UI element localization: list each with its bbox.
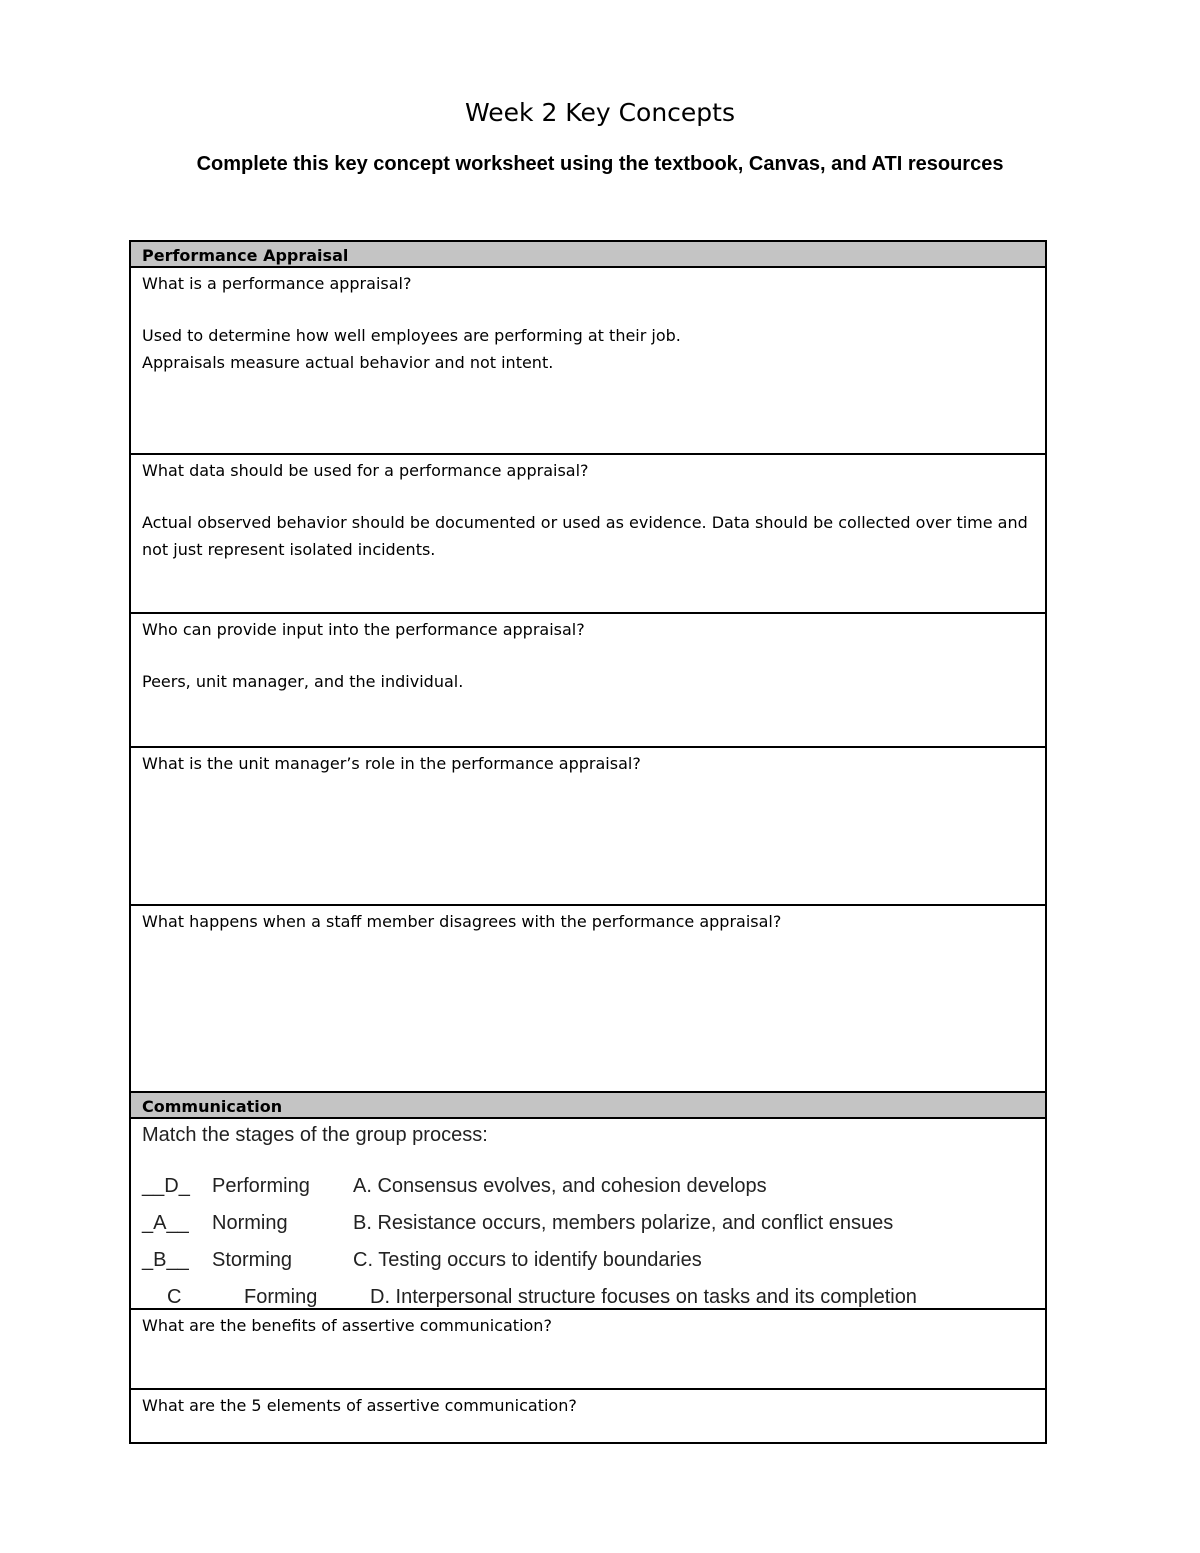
question-text: What are the benefits of assertive communication? <box>142 1316 552 1335</box>
page-subtitle: Complete this key concept worksheet using the textbook, Canvas, and ATI resources <box>196 153 1004 175</box>
section-header-performance-appraisal: Performance Appraisal <box>131 242 1045 268</box>
question-cell[interactable] <box>131 906 1045 1093</box>
match-answer-blank[interactable]: _A__ <box>142 1212 189 1234</box>
answer-line: Used to determine how well employees are performing at their job. <box>142 326 681 345</box>
question-cell[interactable] <box>131 268 1045 455</box>
match-description: C. Testing occurs to identify boundaries <box>353 1249 702 1271</box>
page-title: Week 2 Key Concepts <box>465 98 735 127</box>
answer-text <box>142 509 1034 563</box>
answer-text <box>142 668 1034 695</box>
match-description: B. Resistance occurs, members polarize, and conflict ensues <box>353 1212 894 1234</box>
question-text: What happens when a staff member disagrees with the performance appraisal? <box>142 912 782 931</box>
match-description: D. Interpersonal structure focuses on tasks and its completion <box>370 1286 917 1308</box>
answer-text <box>142 322 1034 376</box>
question-text: What data should be used for a performance appraisal? <box>142 461 589 480</box>
answer-line: Peers, unit manager, and the individual. <box>142 672 464 691</box>
match-prompt: Match the stages of the group process: <box>142 1124 488 1146</box>
match-stage: Forming <box>244 1286 318 1308</box>
question-cell[interactable] <box>131 1390 1045 1442</box>
match-stage: Storming <box>212 1249 293 1271</box>
match-row <box>142 1248 1034 1285</box>
answer-line: Appraisals measure actual behavior and not intent. <box>142 353 554 372</box>
question-text: What is the unit manager’s role in the performance appraisal? <box>142 754 641 773</box>
section-header-communication: Communication <box>131 1093 1045 1119</box>
question-text: Who can provide input into the performance appraisal? <box>142 620 585 639</box>
match-row <box>142 1174 1034 1211</box>
match-answer-blank[interactable]: _B__ <box>142 1249 189 1271</box>
question-cell[interactable] <box>131 455 1045 614</box>
match-description: A. Consensus evolves, and cohesion develops <box>353 1175 767 1197</box>
question-text: What is a performance appraisal? <box>142 274 412 293</box>
match-answer-blank[interactable] <box>142 1285 227 1310</box>
match-list <box>142 1174 1034 1310</box>
match-answer-blank[interactable]: __D_ <box>142 1175 190 1197</box>
match-stage: Performing <box>212 1175 310 1197</box>
worksheet-table <box>129 240 1047 1444</box>
question-text: What are the 5 elements of assertive communication? <box>142 1396 577 1415</box>
question-cell[interactable] <box>131 1310 1045 1390</box>
match-row <box>142 1211 1034 1248</box>
answer-line: Actual observed behavior should be documented or used as evidence. Data should be collected over time and not just represent isolated incidents. <box>142 513 1028 559</box>
match-stage: Norming <box>212 1212 288 1234</box>
question-cell[interactable] <box>131 748 1045 906</box>
match-stages-cell[interactable] <box>131 1119 1045 1310</box>
question-cell[interactable] <box>131 614 1045 748</box>
match-answer-text: C <box>167 1286 182 1308</box>
match-row <box>142 1285 1034 1310</box>
